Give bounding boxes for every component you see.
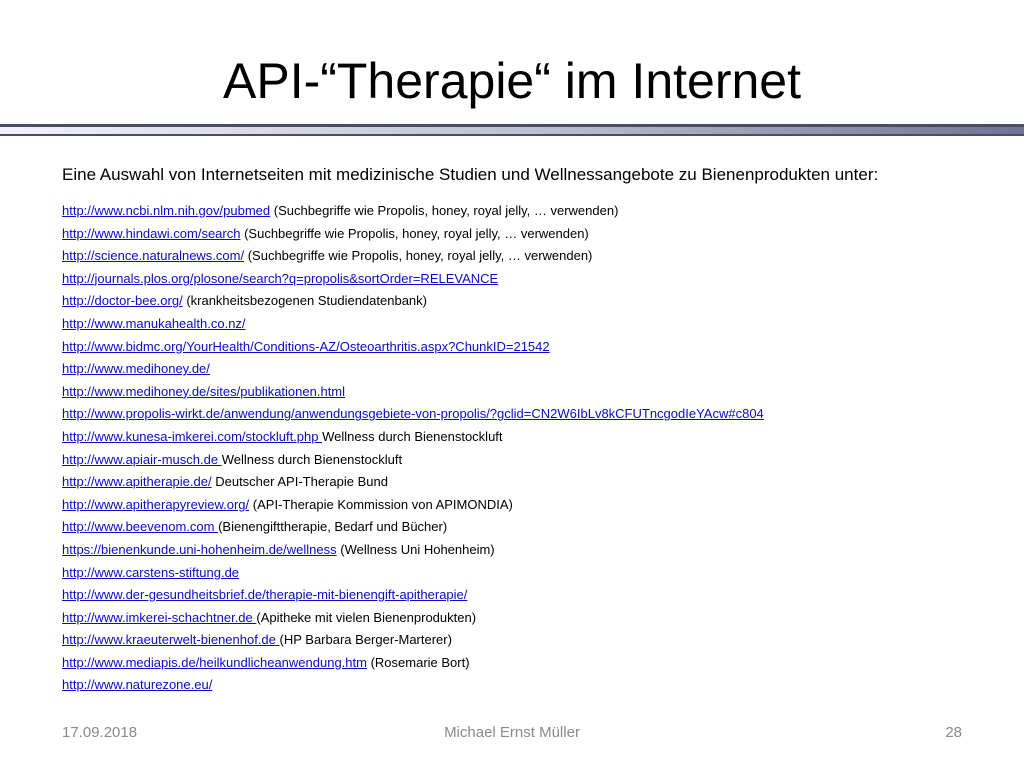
link[interactable]: http://www.imkerei-schachtner.de <box>62 609 257 625</box>
intro-text: Eine Auswahl von Internetseiten mit medizinische Studien und Wellnessangebote zu Bienenprodukten unter: <box>62 165 879 184</box>
link[interactable]: http://www.manukahealth.co.nz/ <box>62 315 246 331</box>
footer-page-number: 28 <box>945 724 962 741</box>
list-item <box>62 223 1012 246</box>
link[interactable]: http://www.ncbi.nlm.nih.gov/pubmed <box>62 203 271 218</box>
list-item <box>62 381 1012 404</box>
link[interactable]: http://www.apiair-musch.de <box>62 451 222 467</box>
link[interactable]: http://www.mediapis.de/heilkundlicheanwendung.htm <box>62 654 367 670</box>
link-note: (Suchbegriffe wie Propolis, honey, royal jelly, … verwenden) <box>244 225 589 241</box>
list-item <box>62 403 1012 426</box>
link[interactable]: http://www.kunesa-imkerei.com/stockluft.php <box>62 428 323 444</box>
list-item <box>62 494 1012 517</box>
list-item <box>62 336 1012 359</box>
link-note: Wellness durch Bienenstockluft <box>322 428 503 444</box>
list-item <box>62 562 1012 585</box>
link[interactable]: http://www.bidmc.org/YourHealth/Conditions-AZ/Osteoarthritis.aspx?ChunkID=21542 <box>62 338 550 354</box>
list-item <box>62 629 1012 652</box>
link-note: (Rosemarie Bort) <box>370 654 470 670</box>
list-item <box>62 471 1012 494</box>
link[interactable]: https://bienenkunde.uni-hohenheim.de/wellness <box>62 541 337 557</box>
slide-title: API-“Therapie“ im Internet <box>223 53 801 109</box>
link[interactable]: http://www.beevenom.com <box>62 519 219 535</box>
link[interactable]: http://www.kraeuterwelt-bienenhof.de <box>62 632 280 648</box>
list-item <box>62 200 1012 223</box>
link-note: (krankheitsbezogenen Studiendatenbank) <box>186 293 427 309</box>
link[interactable]: http://www.der-gesundheitsbrief.de/therapie-mit-bienengift-apitherapie/ <box>62 587 468 603</box>
list-item <box>62 584 1012 607</box>
list-item <box>62 652 1012 675</box>
list-item <box>62 516 1012 539</box>
list-item <box>62 268 1012 291</box>
title-divider <box>0 124 1024 136</box>
link[interactable]: http://www.apitherapyreview.org/ <box>62 496 250 512</box>
list-item <box>62 358 1012 381</box>
list-item <box>62 290 1012 313</box>
list-item <box>62 607 1012 630</box>
link[interactable]: http://journals.plos.org/plosone/search?q=propolis&sortOrder=RELEVANCE <box>62 270 499 286</box>
link-note: (Apitheke mit vielen Bienenprodukten) <box>256 609 477 625</box>
link[interactable]: http://www.hindawi.com/search <box>62 225 241 241</box>
list-item <box>62 426 1012 449</box>
list-item <box>62 539 1012 562</box>
link-note: (Suchbegriffe wie Propolis, honey, royal jelly, … verwenden) <box>273 203 619 218</box>
link[interactable]: http://www.medihoney.de/ <box>62 361 210 377</box>
link[interactable]: http://www.carstens-stiftung.de <box>62 564 240 580</box>
link-note: (Wellness Uni Hohenheim) <box>340 541 495 557</box>
link-note: Wellness durch Bienenstockluft <box>221 451 403 467</box>
footer-date: 17.09.2018 <box>62 724 138 741</box>
footer-author: Michael Ernst Müller <box>444 724 580 741</box>
link[interactable]: http://www.apitherapie.de/ <box>62 474 212 490</box>
link-note: (Bienengifttherapie, Bedarf und Bücher) <box>218 519 448 535</box>
link-note: (API-Therapie Kommission von APIMONDIA) <box>252 496 513 512</box>
list-item <box>62 674 1012 697</box>
link[interactable]: http://www.naturezone.eu/ <box>62 677 213 693</box>
list-item <box>62 313 1012 336</box>
link-note: Deutscher API-Therapie Bund <box>215 474 388 490</box>
link[interactable]: http://science.naturalnews.com/ <box>62 248 245 264</box>
list-item <box>62 449 1012 472</box>
list-item <box>62 245 1012 268</box>
link-list <box>62 200 1012 697</box>
link-note: (Suchbegriffe wie Propolis, honey, royal jelly, … verwenden) <box>247 248 593 264</box>
link-note: (HP Barbara Berger-Marterer) <box>279 632 452 648</box>
link[interactable]: http://www.propolis-wirkt.de/anwendung/anwendungsgebiete-von-propolis/?gclid=CN2W6IbLv8kCFUTncgodIeYAcw#c804 <box>62 406 764 422</box>
link[interactable]: http://doctor-bee.org/ <box>62 293 183 309</box>
link[interactable]: http://www.medihoney.de/sites/publikationen.html <box>62 383 346 399</box>
